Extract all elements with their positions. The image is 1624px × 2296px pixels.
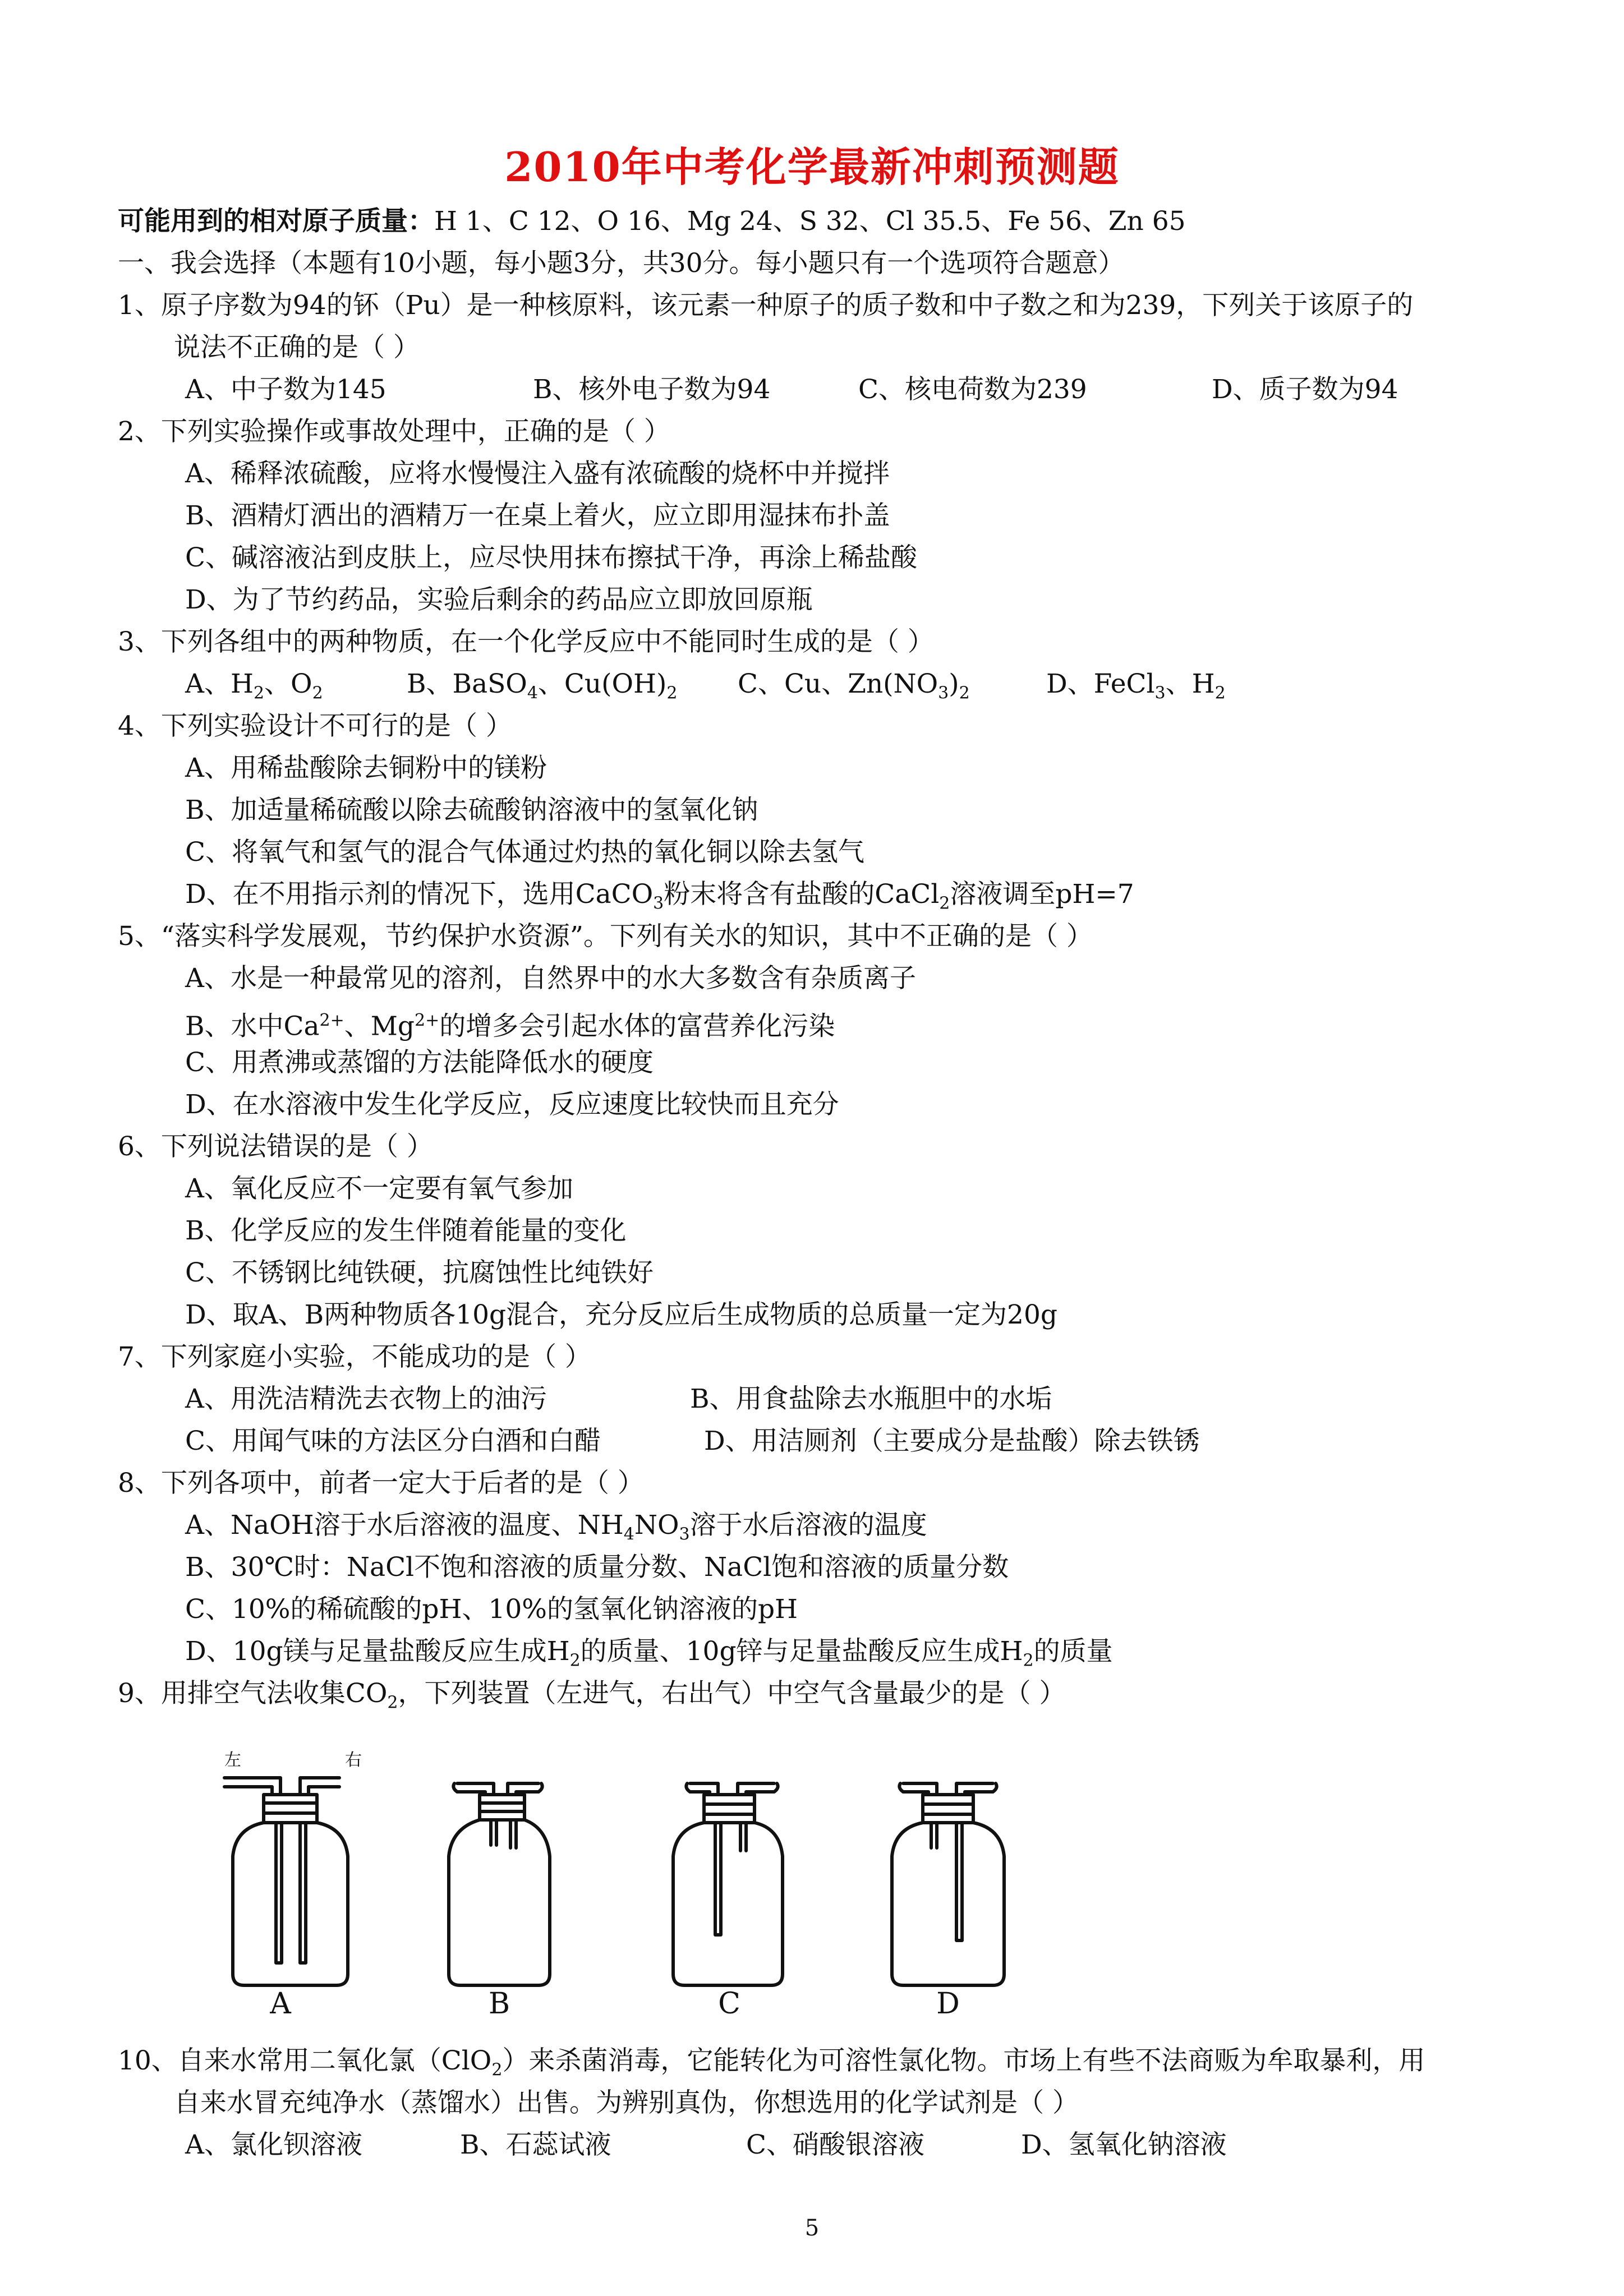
page-title: 2010年中考化学最新冲刺预测题	[504, 143, 1120, 191]
q10-option-b: B、石蕊试液	[460, 2129, 611, 2160]
atomic-masses-line	[118, 205, 1186, 238]
q6-option-a: A、氧化反应不一定要有氧气参加	[185, 1173, 573, 1204]
q4-stem: 4、下列实验设计不可行的是（ ）	[118, 711, 512, 741]
q1-option-b: B、核外电子数为94	[533, 374, 771, 405]
bottle-label-d: D	[936, 1987, 960, 2019]
gas-bottles-figure	[202, 1750, 1099, 2019]
q1-stem-1: 1、原子序数为94的钚（Pu）是一种核原料，该元素一种原子的质子数和中子数之和为239，下列关于该原子的	[118, 290, 1414, 321]
q5-stem: 5、“落实科学发展观，节约保护水资源”。下列有关水的知识，其中不正确的是（ ）	[118, 921, 1093, 952]
q3-option-c: C、Cu、$Zn(NO_3)_2$	[738, 668, 970, 703]
q2-option-a: A、稀释浓硫酸，应将水慢慢注入盛有浓硫酸的烧杯中并搅拌	[185, 458, 890, 489]
q4-option-a: A、用稀盐酸除去铜粉中的镁粉	[185, 753, 547, 783]
q7-options-row-1	[185, 1382, 1052, 1416]
bottle-d	[892, 1783, 1004, 1985]
q2-option-c: C、碱溶液沾到皮肤上，应尽快用抹布擦拭干净，再涂上稀盐酸	[185, 542, 917, 573]
q10-options	[185, 2128, 1227, 2162]
bottle-b	[449, 1783, 550, 1985]
q10-option-c: C、硝酸银溶液	[746, 2129, 924, 2160]
bottle-a-left-label: 左	[224, 1750, 241, 1770]
q6-option-c: C、不锈钢比纯铁硬，抗腐蚀性比纯铁好	[185, 1257, 654, 1288]
q4-option-b: B、加适量稀硫酸以除去硫酸钠溶液中的氢氧化钠	[185, 795, 758, 826]
q7-options-row-2	[185, 1424, 1200, 1458]
gas-bottles-diagram	[202, 1750, 1099, 2019]
q9-stem: 9、用排空气法收集$CO_2$，下列装置（左进气，右出气）中空气含量最少的是（ ）	[118, 1678, 1066, 1713]
q4-option-d: D、在不用指示剂的情况下，选用CaCO$_3$粉末将含有盐酸的CaCl$_2$溶液调至pH=7	[185, 879, 1134, 914]
q2-option-d: D、为了节约药品，实验后剩余的药品应立即放回原瓶	[185, 584, 813, 615]
q1-option-c: C、核电荷数为239	[858, 374, 1087, 405]
q7-option-d: D、用洁厕剂（主要成分是盐酸）除去铁锈	[704, 1426, 1200, 1456]
q7-option-a: A、用洗洁精洗去衣物上的油污	[185, 1384, 547, 1414]
q8-option-b: B、30℃时：NaCl不饱和溶液的质量分数、NaCl饱和溶液的质量分数	[185, 1552, 1009, 1583]
q10-stem-2: 自来水冒充纯净水（蒸馏水）出售。为辨别真伪，你想选用的化学试剂是（ ）	[174, 2087, 1079, 2118]
q8-stem: 8、下列各项中，前者一定大于后者的是（ ）	[118, 1468, 644, 1499]
atomic-masses-label: 可能用到的相对原子质量：	[118, 206, 434, 237]
bottle-a	[224, 1750, 362, 1985]
q10-option-a: A、氯化钡溶液	[185, 2129, 362, 2160]
q5-option-b: B、水中$Ca^{2+}$、$Mg^{2+}$的增多会引起水体的富营养化污染	[185, 1011, 835, 1042]
q5-option-d: D、在水溶液中发生化学反应，反应速度比较快而且充分	[185, 1089, 839, 1120]
bottle-c	[673, 1783, 783, 1985]
q8-option-c: C、10%的稀硫酸的pH、10%的氢氧化钠溶液的pH	[185, 1594, 798, 1625]
q6-option-d: D、取A、B两种物质各10g混合，充分反应后生成物质的总质量一定为20g	[185, 1299, 1057, 1330]
q7-option-b: B、用食盐除去水瓶胆中的水垢	[690, 1384, 1052, 1414]
q3-stem: 3、下列各组中的两种物质，在一个化学反应中不能同时生成的是（ ）	[118, 626, 934, 657]
q1-option-d: D、质子数为94	[1212, 374, 1398, 405]
bottle-label-b: B	[488, 1987, 510, 2019]
q6-option-b: B、化学反应的发生伴随着能量的变化	[185, 1215, 627, 1246]
page-number: 5	[804, 2215, 820, 2241]
q10-option-d: D、氢氧化钠溶液	[1021, 2129, 1227, 2160]
q2-stem: 2、下列实验操作或事故处理中，正确的是（ ）	[118, 416, 670, 447]
q1-stem-2: 说法不正确的是（ ）	[174, 332, 420, 363]
q5-option-c: C、用煮沸或蒸馏的方法能降低水的硬度	[185, 1047, 654, 1078]
q5-option-a: A、水是一种最常见的溶剂，自然界中的水大多数含有杂质离子	[185, 963, 916, 994]
q6-stem: 6、下列说法错误的是（ ）	[118, 1131, 433, 1162]
bottle-label-a: A	[270, 1987, 291, 2019]
q1-option-a: A、中子数为145	[185, 374, 387, 405]
q3-option-d: D、FeCl$_3$、$H_2$	[1046, 668, 1226, 703]
atomic-masses-values: H 1、C 12、O 16、Mg 24、S 32、Cl 35.5、Fe 56、Zn 65	[434, 206, 1186, 237]
q7-option-c: C、用闻气味的方法区分白酒和白醋	[185, 1426, 601, 1456]
bottle-a-right-label: 右	[345, 1750, 362, 1770]
q8-option-a: A、NaOH溶于水后溶液的温度、$NH_4NO_3$溶于水后溶液的温度	[185, 1510, 927, 1545]
q10-stem-1: 10、自来水常用二氧化氯（ClO$_2$）来杀菌消毒，它能转化为可溶性氯化物。市场上有些不法商贩为牟取暴利，用	[118, 2045, 1425, 2080]
bottle-label-c: C	[718, 1987, 740, 2019]
q7-stem: 7、下列家庭小实验，不能成功的是（ ）	[118, 1341, 591, 1372]
q3-option-b: B、BaSO$_4$、$Cu(OH)_2$	[407, 668, 678, 703]
q1-options	[185, 373, 1398, 407]
q3-option-a: A、$H_2$、$O_2$	[185, 668, 323, 703]
q8-option-d: D、10g镁与足量盐酸反应生成$H_2$的质量、10g锌与足量盐酸反应生成$H_2$的质量	[185, 1636, 1113, 1671]
section-header: 一、我会选择（本题有10小题，每小题3分，共30分。每小题只有一个选项符合题意）	[118, 248, 1125, 279]
q2-option-b: B、酒精灯洒出的酒精万一在桌上着火，应立即用湿抹布扑盖	[185, 500, 890, 531]
q3-options	[185, 667, 1226, 710]
q4-option-c: C、将氧气和氢气的混合气体通过灼热的氧化铜以除去氢气	[185, 837, 864, 868]
